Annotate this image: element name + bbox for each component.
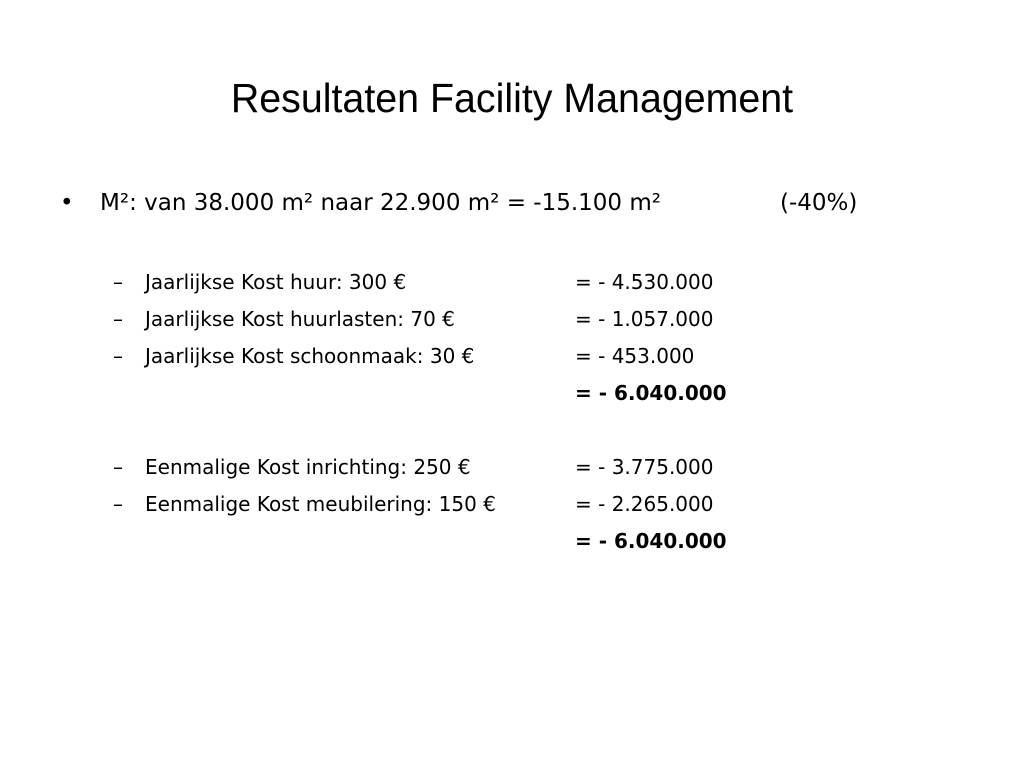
cost-label: Jaarlijkse Kost huur: 300 € <box>145 270 407 294</box>
slide-title: Resultaten Facility Management <box>230 75 794 121</box>
cost-value: = - 1.057.000 <box>575 307 714 331</box>
cost-value: = - 4.530.000 <box>575 270 714 294</box>
annual-total: = - 6.040.000 <box>575 381 727 405</box>
oneoff-total-line <box>113 526 813 556</box>
bullet-percent: (-40%) <box>780 190 858 216</box>
dash-marker: – <box>113 344 123 368</box>
bullet-text: M²: van 38.000 m² naar 22.900 m² = -15.100 m² <box>100 190 661 216</box>
dash-marker: – <box>113 492 123 516</box>
cost-line-rent <box>113 267 813 297</box>
cost-label: Jaarlijkse Kost schoonmaak: 30 € <box>145 344 475 368</box>
cost-value: = - 2.265.000 <box>575 492 714 516</box>
cost-value: = - 453.000 <box>575 344 695 368</box>
dash-marker: – <box>113 455 123 479</box>
cost-label: Eenmalige Kost meubilering: 150 € <box>145 492 496 516</box>
bullet-marker: • <box>60 190 74 216</box>
cost-value: = - 3.775.000 <box>575 455 714 479</box>
dash-marker: – <box>113 270 123 294</box>
cost-line-furnishing <box>113 489 813 519</box>
cost-label: Jaarlijkse Kost huurlasten: 70 € <box>145 307 455 331</box>
cost-line-cleaning <box>113 341 813 371</box>
cost-label: Eenmalige Kost inrichting: 250 € <box>145 455 471 479</box>
cost-line-service-charges <box>113 304 813 334</box>
oneoff-total: = - 6.040.000 <box>575 529 727 553</box>
cost-line-fit-out <box>113 452 813 482</box>
dash-marker: – <box>113 307 123 331</box>
annual-total-line <box>113 378 813 408</box>
